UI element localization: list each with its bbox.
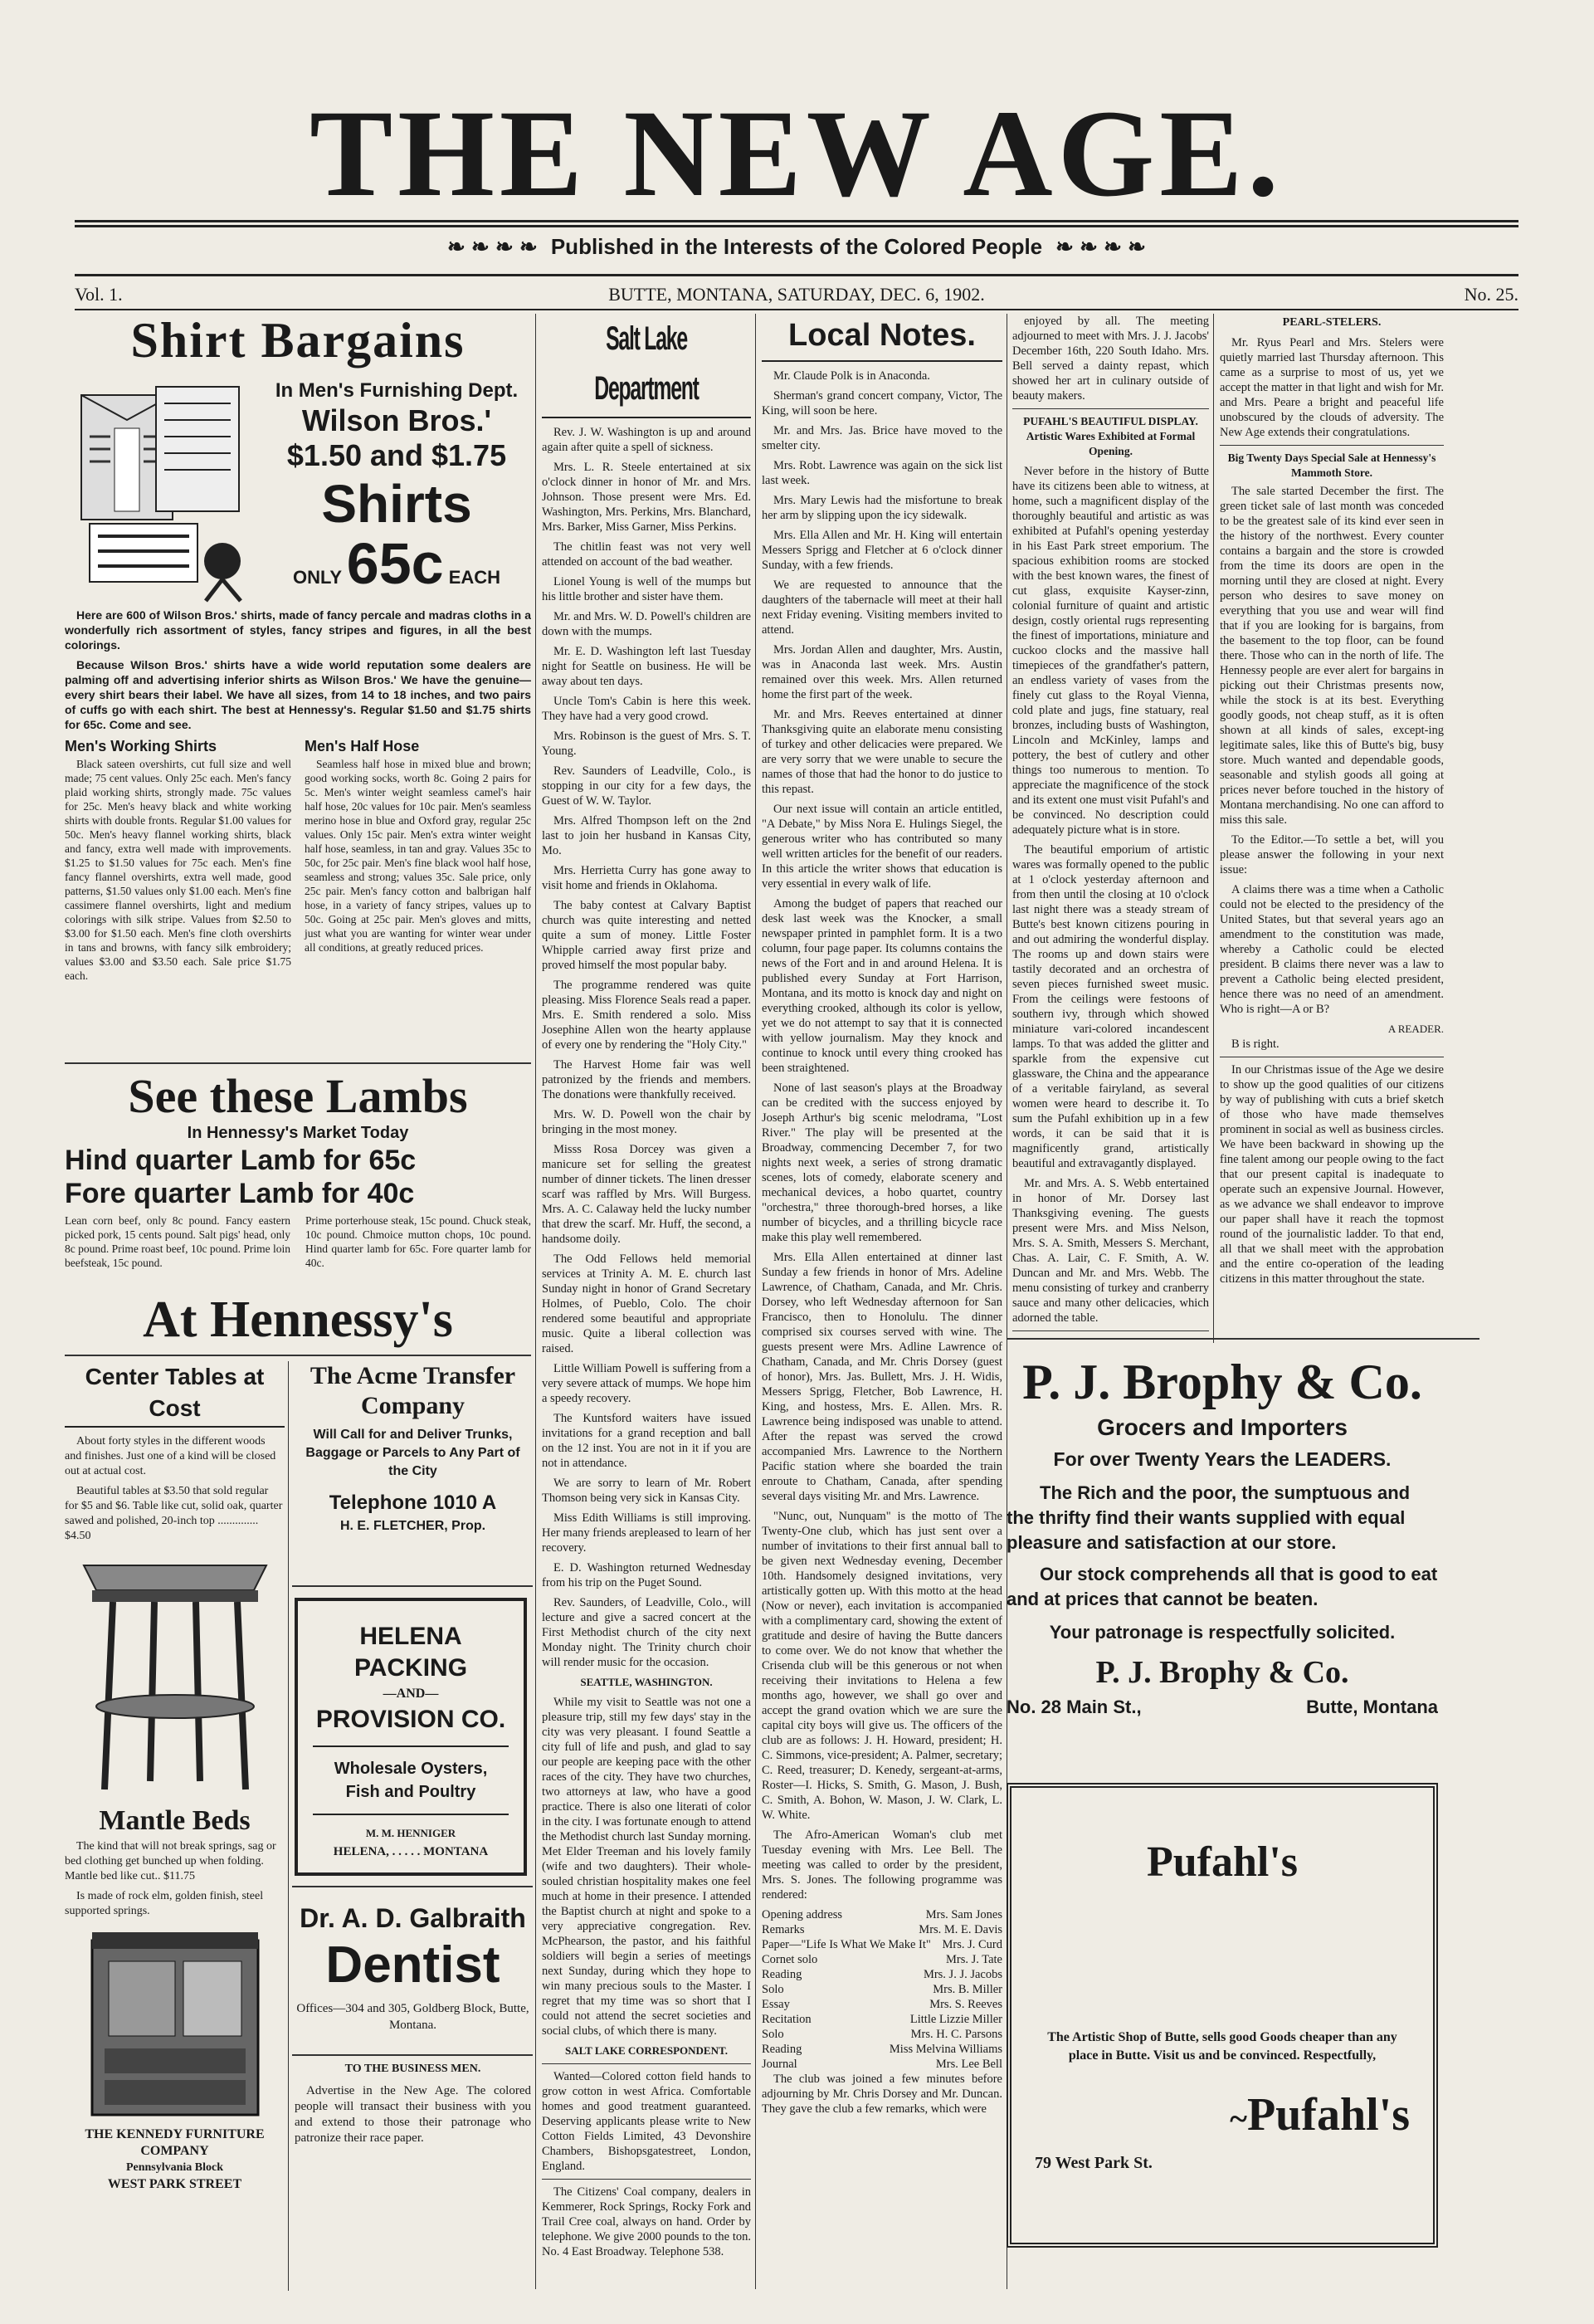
fore-quarter-line: Fore quarter Lamb for 40c bbox=[65, 1178, 415, 1209]
news-item: We are sorry to learn of Mr. Robert Thomson being very sick in Kansas City. bbox=[542, 1477, 751, 1505]
programme-item: Remarks bbox=[762, 1923, 805, 1936]
wanted-notice: Wanted—Colored cotton field hands to grow cotton in west Africa. Comfortable homes and good treatment guaranteed. Deserving applicants please write to New Cotton Fields Limited, 43 Devonshire Chambers, Bishopsgatestreet, London, England. bbox=[542, 2070, 751, 2173]
each-word: EACH bbox=[448, 567, 501, 588]
mantle-beds-heading: Mantle Beds bbox=[99, 1805, 251, 1836]
news-item: Mrs. Robinson is the guest of Mrs. S. T. Young. bbox=[542, 730, 751, 758]
news-item: Mr. and Mrs. Reeves entertained at dinner Thanksgiving quite an elaborate menu consisting of turkey and other delicacies were prepared. We are very sorry that we were unable to secure the names of those that had the honor to do justice to this repast. bbox=[762, 708, 1002, 796]
programme-row bbox=[762, 1907, 1002, 1922]
dentist-title: Dentist bbox=[325, 1936, 500, 1994]
news-item: Mr. and Mrs. Jas. Brice have moved to the smelter city. bbox=[762, 424, 1002, 452]
section-rule bbox=[1007, 1338, 1479, 1340]
editor-question: A claims there was a time when a Catholic could not be elected to the presidency of the United States, but that several years ago an amendment to the constitution was made, whereby a Catholic could be elected president. B claims there never was a law to prevent a Catholic being elected president, hence there was no need of an amendment. Who is right—A or B? bbox=[1220, 883, 1444, 1016]
editorial-column bbox=[1220, 314, 1444, 1335]
brophy-name-2: P. J. Brophy & Co. bbox=[1095, 1655, 1349, 1690]
section-rule bbox=[292, 1585, 533, 1587]
programme-item: Recitation bbox=[762, 2013, 812, 2026]
pufahls-address: 79 West Park St. bbox=[1035, 2154, 1153, 2172]
issue-number: No. 25. bbox=[1464, 284, 1518, 305]
programme-performer: Mrs. Sam Jones bbox=[925, 1908, 1002, 1921]
news-item: Among the budget of papers that reached our desk last week was the Knocker, a small newspaper printed in pamphlet form. It is a two column, four page paper. Its columns contains the news of the Fort and in and around Helena. It is published every Sunday at Fort Harrison, Montana, and its motto is knock day and night on everything crooked, although its color is yellow, yet we do not attempt to say that it is connected with yellow journalism. May they knock and continue to knock until every thing crooked has been straightened. bbox=[762, 897, 1002, 1075]
news-item: Our next issue will contain an article entitled, "A Debate," by Miss Nora E. Hulings Siegel, the generous writer who has contributed so many well written articles for the benefit of our readers. In this article the writer shows that education is very essential in every walk of life. bbox=[762, 803, 1002, 891]
business-body: Advertise in the New Age. The colored people will transact their business with you and extend to those their patronage who patronize their race paper. bbox=[295, 2084, 531, 2145]
section-rule bbox=[292, 1886, 533, 1887]
news-item: Mr. and Mrs. W. D. Powell's children are down with the mumps. bbox=[542, 610, 751, 638]
news-item: Mr. Claude Polk is in Anaconda. bbox=[773, 369, 930, 383]
masthead-subtitle bbox=[75, 234, 1518, 260]
news-item: We are requested to announce that the daughters of the tabernacle will meet at their hall next Friday evening. Visiting members invited to attend. bbox=[762, 579, 1002, 637]
flourish-icon: ~ bbox=[1230, 2100, 1247, 2137]
a-reader-signature: A READER. bbox=[1387, 1023, 1444, 1035]
news-item: Mrs. L. R. Steele entertained at six o'clock dinner in honor of Mr. and Mrs. Johnson. Those present were Mrs. Ed. Washington, Mrs. Perkins, Mrs. Blanchard, Mrs. Barker, Miss Garner, Miss Perkins. bbox=[542, 461, 751, 534]
programme-performer: Mrs. S. Reeves bbox=[929, 1998, 1002, 2011]
salt-lake-heading: Salt Lake Department bbox=[594, 320, 699, 407]
programme-row bbox=[762, 1997, 1002, 2012]
working-shirts-heading: Men's Working Shirts bbox=[65, 738, 217, 754]
news-item: "Nunc, out, Nunquam" is the motto of The Twenty-One club, which has just sent over a number of invitations to their first annual ball to be given next Wednesday evening, December 10th. Handsomely designed invitations, very artistically gotten up. With this motto at the head (Now or never), each invitation is accompanied with a complimentary card, showing the extent of gratitude and desire of having the Butte dancers to come over. We do not know that whether the Crisenda club will be this generous or not when receiving their invitations to Helena a few months ago, however, we shall go over and accept the grand ovation which we are sure the capital city boys will give us. The officers of the club are as follows: J. H. Howard, president; H. C. Simmons, vice-president; A. Palmer, secretary; C. Reed, treasurer; D. Kenedy, sergeant-at-arms, Roster—I. Hicks, S. Smith, G. Mason, J. Bush, C. Smith, A. Bohon, W. Mason, J. W. Clark, L. W. White. bbox=[762, 1510, 1002, 1822]
news-item: Misss Rosa Dorcey was given a manicure set for selling the greatest number of dinner tickets. The linen dresser scarf was raffled by Mrs. Will Burgess. Mrs. A. C. Calaway held the lucky number that drew the scarf. Mr. Huff, the second, a handsome doily. bbox=[542, 1143, 751, 1246]
programme-row bbox=[762, 1922, 1002, 1937]
news-item: The Odd Fellows held memorial services at Trinity A. M. E. church last Sunday night in honor of Grand Secretary Holmes, of Pueblo, Colo. The choir rendered some beautiful and appropriate music. Quite a liberal collection was raised. bbox=[542, 1252, 751, 1355]
big-sale-text: The sale started December the first. The green ticket sale of last month was conceded to be the greatest sale of its kind ever seen in the history of the northwest. Every counter contains a bargain and the store is crowded from the time its doors are open in the morning until they are closed at night. Every person who desires to save money on everything that you use and wear will find that if you are looking for is bargains, from the basement to the top floor, can be found there. Those who can in the north of life. The Hennessy people are ever alert for bargains in picking out their Christmas presents now, while the stock is at its best. Everything goodly goods, not cheap stuff, as it is often shown at all kinds of sales, except-ing legitimate sales, like this of Butte's big, busy store. Much wanted and dependable goods, seasonable and stylish goods all going at prices never before touched in the history of Montana merchandising. No one can afford to miss this sale. bbox=[1220, 485, 1444, 827]
news-item: Rev. Saunders, of Leadville, Colo., will lecture and give a sacred concert at the First Methodist church of the city next Monday night. The Trinity church choir will render music for the occasion. bbox=[542, 1596, 751, 1669]
date-location: BUTTE, MONTANA, SATURDAY, DEC. 6, 1902. bbox=[608, 284, 985, 305]
correspondent: SALT LAKE CORRESPONDENT. bbox=[565, 2044, 728, 2057]
pufahl-column bbox=[1012, 314, 1209, 1335]
ornament-icon: ❧ ❧ ❧ ❧ bbox=[1055, 234, 1146, 259]
salt-lake-items bbox=[542, 425, 751, 1670]
programme-item: Reading bbox=[762, 2043, 802, 2056]
masthead-rule-top-2 bbox=[75, 225, 1518, 227]
programme-row bbox=[762, 1952, 1002, 1967]
working-shirts-body: Black sateen overshirts, cut full size and well made; 75 cent values. Only 25c each. Men's fancy plaid working shirts, strongly made. 75c values for 25c. Men's heavy black and white working shirts with double fronts. Regular $1.00 values for 50c. Men's heavy flannel working shirts, black and fancy, extra well made with improvements. $1.25 to $1.50 values for 75c each. Men's fine fancy flannel overshirts, extra well made, good patterns, $1.50 values only $1.00 each. Men's fine cassimere flannel overshirts, light and medium colorings with silk stripe. Values from $2.50 to $3.00 for $1.50 each. Men's fine cloth overshirts in tans and browns, with fancy silk embroidery; values $3.00 and $3.50 each. Sale price $1.75 each. bbox=[65, 758, 291, 982]
news-item: The beautiful emporium of artistic wares was formally opened to the public at 1 o'clock yesterday afternoon and from then until the closing at 10 o'clock last night there was a steady stream of Butte's best known citizens pouring in and out admiring the wonderful display. The rooms up and down stairs were tastily decorated and an orchestra of seven pieces furnished sweet music. From the ceilings were festoons of southern ivy, through which showed miniature vari-colored incandescent lamps. To that was added the glitter and sparkle from the expensive cut glassware, the China and the appearance of a veritable fairyland, as several women were heard to describe it. To sum the Pufahl exhibition up in a few words, it can be said that it is magnificently grand, artistically beautiful and extravagantly displayed. bbox=[1012, 843, 1209, 1170]
seattle-text: While my visit to Seattle was not one a pleasure trip, still my few days' stay in the city was very pleasant. I found Seattle a city full of life and push, and glad to say our people are keeping pace with the other races of the city. They have two churches, two attorneys at law, who have a good practice. There is also one literati of color in the city. I was fortunate enough to attend the Methodist church last Sunday morning. Met Elder Treeman and his lovely family (wife and two daughters). Their whole-souled christian hospitality makes one feel much at home in their presence. I attended the Baptist church at night and spoke to a very appreciative congregation. Rev. McPhearson, the pastor, and his faithful soldiers will begin a series of meetings next Sunday, during which they hope to win many precious souls to the Master. I regret that my time was so short that I could not attend the secret societies and social clubs, of which there is many. bbox=[542, 1696, 751, 2038]
programme-performer: Miss Melvina Williams bbox=[889, 2043, 1002, 2056]
pufahls-ad bbox=[1007, 1783, 1438, 2248]
dentist-ad bbox=[295, 1901, 531, 2050]
local-notes-heading: Local Notes. bbox=[788, 318, 976, 353]
half-hose-heading: Men's Half Hose bbox=[305, 738, 420, 754]
programme-performer: Mrs. J. Curd bbox=[942, 1938, 1002, 1951]
kennedy-furniture-ad bbox=[65, 1361, 285, 2291]
programme-item: Opening address bbox=[762, 1908, 843, 1921]
wilson-bros-line: Wilson Bros.' bbox=[301, 403, 492, 437]
section-rule bbox=[65, 1355, 531, 1356]
programme-list bbox=[762, 1907, 1002, 2072]
programme-performer: Mrs. J. J. Jacobs bbox=[923, 1968, 1002, 1981]
pufahls-signature bbox=[1035, 2082, 1410, 2152]
brophy-sub: Grocers and Importers bbox=[1097, 1414, 1348, 1440]
news-item: Mrs. Ella Allen and Mr. H. King will entertain Messers Sprigg and Fletcher at 6 o'clock dinner Sunday, with a few friends. bbox=[762, 529, 1002, 572]
news-item: The Afro-American Woman's club met Tuesday evening with Mrs. Lee Bell. The meeting was called to order by the president, Mrs. S. Jones. The following programme was rendered: bbox=[762, 1828, 1002, 1902]
dateline-rule bbox=[75, 309, 1518, 310]
lambs-subheading: In Hennessy's Market Today bbox=[187, 1124, 409, 1142]
newspaper-title: THE NEW AGE. bbox=[310, 85, 1284, 222]
acme-services: Will Call for and Deliver Trunks, Baggage or Parcels to Any Part of the City bbox=[305, 1428, 520, 1478]
brophy-rich-poor: The Rich and the poor, the sumptuous and the thrifty find their wants supplied with equal pleasure and satisfaction at our store. bbox=[1007, 1482, 1411, 1553]
programme-performer: Mrs. B. Miller bbox=[933, 1983, 1002, 1996]
acme-proprietor: H. E. FLETCHER, Prop. bbox=[339, 1519, 486, 1533]
pufahls-signature-text: Pufahl's bbox=[1246, 2089, 1410, 2141]
pearl-stelers-heading: PEARL-STELERS. bbox=[1282, 316, 1382, 329]
programme-performer: Mrs. M. E. Davis bbox=[919, 1923, 1002, 1936]
pufahl-display-heading: PUFAHL'S BEAUTIFUL DISPLAY. bbox=[1023, 415, 1198, 427]
news-item: The Harvest Home fair was well patronized by the friends and members. The donations were thankfully received. bbox=[542, 1058, 751, 1101]
column-divider bbox=[755, 314, 756, 2289]
news-item: E. D. Washington returned Wednesday from his trip on the Puget Sound. bbox=[542, 1561, 751, 1589]
programme-row bbox=[762, 1982, 1002, 1997]
kennedy-company-name: THE KENNEDY FURNITURE COMPANY bbox=[85, 2127, 265, 2158]
shirts-line: Shirts bbox=[321, 474, 472, 534]
helena-fish: Fish and Poultry bbox=[345, 1783, 476, 1801]
programme-row bbox=[762, 2042, 1002, 2057]
shirt-dept-line: In Men's Furnishing Dept. bbox=[275, 379, 519, 402]
acme-transfer-ad bbox=[295, 1361, 531, 1573]
news-item: Mrs. Alfred Thompson left on the 2nd last to join her husband in Kansas City, Mo. bbox=[542, 814, 751, 857]
local-end-text: The club was joined a few minutes before adjourning by Mr. Chris Dorsey and Mr. Duncan. They gave the club a few remarks, which were bbox=[762, 2073, 1002, 2116]
news-item: Miss Edith Williams is still improving. Her many friends arepleased to learn of her recovery. bbox=[542, 1511, 751, 1555]
price-65c: 65c bbox=[346, 531, 444, 596]
table-price-text: Beautiful tables at $3.50 that sold regular for $5 and $6. Table like cut, solid oak, quarter sawed and polished, 20-inch top .............. $4.50 bbox=[65, 1485, 283, 1542]
masthead bbox=[75, 85, 1518, 222]
mantle-beds-material: Is made of rock elm, golden finish, steel supported springs. bbox=[65, 1890, 264, 1917]
column-divider bbox=[1213, 314, 1214, 1343]
brophy-patronage: Your patronage is respectfully solicited. bbox=[1049, 1622, 1396, 1643]
mantle-bed-illustration-icon bbox=[80, 1924, 271, 2123]
b-is-right: B is right. bbox=[1231, 1038, 1280, 1051]
programme-item: Reading bbox=[762, 1968, 802, 1981]
helena-manager: M. M. HENNIGER bbox=[365, 1827, 456, 1839]
programme-performer: Little Lizzie Miller bbox=[909, 2013, 1002, 2026]
programme-row bbox=[762, 2057, 1002, 2072]
programme-item: Solo bbox=[762, 1983, 784, 1996]
programme-item: Solo bbox=[762, 2028, 784, 2041]
programme-performer: Mrs. H. C. Parsons bbox=[910, 2028, 1002, 2041]
big-sale-heading: Big Twenty Days Special Sale at Hennessy's Mammoth Store. bbox=[1227, 452, 1436, 479]
news-item: The chitlin feast was not very well attended on account of the bad weather. bbox=[542, 540, 751, 569]
programme-performer: Mrs. Lee Bell bbox=[935, 2058, 1002, 2071]
only-word: ONLY bbox=[292, 567, 342, 588]
subtitle-text: Published in the Interests of the Colored People bbox=[550, 234, 1043, 259]
price-range-line: $1.50 and $1.75 bbox=[286, 438, 507, 472]
helena-oysters: Wholesale Oysters, bbox=[334, 1760, 488, 1778]
programme-row bbox=[762, 2012, 1002, 2027]
christmas-issue-text: In our Christmas issue of the Age we desire to show up the good qualities of our citizens by way of publishing with cuts a brief sketch of those who have made themselves prominent in social as well as business circles. We have been backward in showing up the fine talent among our people owing to the fact that our present capital is inadequate to operate such an expensive Journal. However, as we advance we shall endeavor to improve our paper shall have it reach the topmost round of the journalistic ladder. To that end, all that we shall meet with the approbation and the entire co-operation of the leading citizens in this matter throughout the state. bbox=[1220, 1063, 1444, 1286]
programme-item: Journal bbox=[762, 2058, 797, 2071]
masthead-rule-bottom bbox=[75, 274, 1518, 276]
editor-letter: To the Editor.—To settle a bet, will you please answer the following in your next issue: bbox=[1220, 833, 1444, 876]
programme-item: Cornet solo bbox=[762, 1953, 818, 1966]
news-item: Mr. E. D. Washington left last Tuesday night for Seattle on business. He will be away about ten days. bbox=[542, 645, 751, 688]
pufahls-body: The Artistic Shop of Butte, sells good Goods cheaper than any place in Butte. Visit us and be convinced. Respectfully, bbox=[1047, 2030, 1397, 2063]
ornament-icon: ❧ ❧ ❧ ❧ bbox=[447, 234, 538, 259]
news-item: The baby contest at Calvary Baptist church was quite interesting and netted quite a sum of money. Little Foster Whipple carried away first prize and proved himself the most popular baby. bbox=[542, 899, 751, 972]
helena-and: —AND— bbox=[383, 1687, 439, 1701]
acme-phone: Telephone 1010 A bbox=[329, 1492, 497, 1514]
acme-title: The Acme Transfer bbox=[310, 1362, 516, 1389]
section-rule bbox=[65, 1062, 531, 1064]
lamb-ad bbox=[65, 1071, 531, 1311]
local-items bbox=[762, 369, 1002, 1902]
business-head: TO THE BUSINESS MEN. bbox=[344, 2063, 481, 2075]
brophy-ad bbox=[1007, 1353, 1438, 1776]
news-item: The Kuntsford waiters have issued invitations for a grand reception and ball on the 12 inst. You are not in it if you are not in attendance. bbox=[542, 1412, 751, 1470]
pufahls-name: Pufahl's bbox=[1146, 1838, 1299, 1886]
center-tables-text: About forty styles in the different woods and finishes. Just one of a kind will be closed out at actual cost. bbox=[65, 1435, 276, 1477]
column-divider bbox=[535, 314, 536, 2289]
masthead-rule-top bbox=[75, 220, 1518, 222]
club-adjourned: enjoyed by all. The meeting adjourned to meet with Mrs. J. J. Jacobs' December 16th, 220 South Idaho. Mrs. Bell served a dainty repast, which showed her art in culinary outside of beauty makers. bbox=[1012, 315, 1209, 403]
news-item: Mrs. W. D. Powell won the chair by bringing in the most money. bbox=[542, 1108, 751, 1136]
pufahl-display-items bbox=[1012, 464, 1209, 1326]
shirt-illustration-icon bbox=[65, 370, 256, 603]
news-item: Lionel Young is well of the mumps but his little brother and sister have them. bbox=[542, 575, 751, 603]
news-item: Mr. and Mrs. A. S. Webb entertained in honor of Mr. Dorsey last Thanksgiving evening. The guests present were Mrs. and Miss Nelson, Mrs. S. A. Smith, Messers S. Merchant, Chas. A. Lair, C. F. Smith, A. W. Duncan and Mr. and Mrs. Webb. The menu consisting of turkey and cranberry sauce and many other delicacies, which adorned the table. bbox=[1012, 1177, 1209, 1325]
news-item: The programme rendered was quite pleasing. Miss Florence Seals read a paper. Mrs. E. Smith rendered a solo. Miss Josephine Allen won the hearty applause of every one by rendering the "Holy City." bbox=[542, 979, 751, 1052]
pearl-stelers-text: Mr. Ryus Pearl and Mrs. Stelers were quietly married last Thursday afternoon. This came as a surprise to most of us, yet we accept the matter in that light and wish for Mr. and Mrs. Peare a bright and peaceful life unobscured by the clouds of adversity. The New Age extends their congratulations. bbox=[1220, 336, 1444, 439]
news-item: Never before in the history of Butte have its citizens been able to witness, at home, such a magnificent display of the thoroughly beautiful and artistic as was exhibited at Pufahl's opening yesterday in his East Park street emporium. The spacious exhibition rooms are stocked with the best known wares, the finest of cut glass, exquisite Kayser-zinn, colonial furniture of quaint and artistic design, costly oriental rugs representing the finest of importations, miniature and cuckoo clocks and the massive hall timepieces of the grandfather's pattern, an endless variety of vases from the finely cut glass to the Royal Vienna, cold plate and jugs, fine statuary, real bronzes, including busts of Washington, Lincoln and McKinley, lamps and pottery, the best of cutlery and other things too numerous to mention. To appreciate the magnificence of the stock and its extent one must visit Pufahl's and be convinced. No description could adequately picture what is in store. bbox=[1012, 465, 1209, 837]
pufahl-display-sub: Artistic Wares Exhibited at Formal Opening. bbox=[1026, 430, 1196, 457]
news-item: Rev. Saunders of Leadville, Colo., is stopping in our city for a few days, the Guest of W. W. Taylor. bbox=[542, 764, 751, 808]
meat-prices-right: Prime porterhouse steak, 15c pound. Chuck steak, 10c pound. Chmoice mutton chops, 10c pound. Hind quarter lamb for 65c. Fore quarter lamb for 40c. bbox=[305, 1214, 531, 1269]
shirt-genuine-text: Because Wilson Bros.' shirts have a wide world reputation some dealers are palming off and advertising inferior shirts as Wilson Bros.' We have the genuine—every shirt bears their label. We have all sizes, from 14 to 18 inches, and two pairs of cuffs go with each shirt. The best at Hennessy's. Regular $1.50 and $1.75 shirts for 65c. Come and see. bbox=[65, 658, 531, 731]
programme-item: Essay bbox=[762, 1998, 790, 2011]
mantle-beds-text: The kind that will not break springs, sag or bed clothing get bunched up when folding. Mantle bed like cut.. $11.75 bbox=[65, 1840, 276, 1882]
programme-row bbox=[762, 1967, 1002, 1982]
programme-row bbox=[762, 1937, 1002, 1952]
salt-lake-column bbox=[542, 314, 751, 2289]
news-item: Sherman's grand concert company, Victor, The King, will soon be here. bbox=[762, 389, 1002, 417]
kennedy-street: WEST PARK STREET bbox=[107, 2177, 242, 2191]
local-notes-column bbox=[762, 314, 1002, 2289]
news-item: Mrs. Herrietta Curry has gone away to visit home and friends in Oklahoma. bbox=[542, 864, 751, 892]
helena-name: HELENA PACKING bbox=[353, 1623, 468, 1682]
section-rule bbox=[292, 2054, 533, 2056]
news-item: None of last season's plays at the Broadway can be credited with the success enjoyed by Joseph Arthur's big scenic melodrama, "Lost River." The play will be presented at the Broadway, commencing December 7, for two nights next week, a series of strong dramatic scenes, lots of comedy, elaborate scenery and mechanical devices, a hobo quartet, country "orchestra," three thorough-bred horses, a like number of bicycles, and a thrilling bicycle race make this play well remembered. bbox=[762, 1081, 1002, 1244]
kennedy-block: Pennsylvania Block bbox=[125, 2161, 224, 2174]
lambs-heading: See these Lambs bbox=[128, 1071, 468, 1123]
helena-packing-ad bbox=[295, 1598, 527, 1876]
dentist-name: Dr. A. D. Galbraith bbox=[300, 1903, 526, 1933]
meat-prices-left: Lean corn beef, only 8c pound. Fancy eastern picked pork, 15 cents pound. Salt pigs' head, only 8c pound. Prime roast beef, 10c pound. Prime loin beefsteak, 15c pound. bbox=[65, 1214, 290, 1269]
shirt-bargains-heading: Shirt Bargains bbox=[130, 314, 466, 368]
hind-quarter-line: Hind quarter Lamb for 65c bbox=[65, 1145, 417, 1176]
at-hennessys-heading: At Hennessy's bbox=[143, 1291, 453, 1348]
programme-row bbox=[762, 2027, 1002, 2042]
news-item: Mrs. Jordan Allen and daughter, Mrs. Austin, was in Anaconda last week. Mrs. Austin remained over this week. Mrs. Allen returned home the first part of the week. bbox=[762, 643, 1002, 701]
helena-city: HELENA, . . . . . MONTANA bbox=[333, 1845, 489, 1858]
brophy-stock: Our stock comprehends all that is good to eat and at prices that cannot be beaten. bbox=[1007, 1564, 1438, 1609]
programme-performer: Mrs. J. Tate bbox=[946, 1953, 1002, 1966]
shirt-description: Here are 600 of Wilson Bros.' shirts, made of fancy percale and madras cloths in a wonderfully rich assortment of styles, fancy stripes and figures, in all the best colorings. bbox=[65, 608, 531, 652]
volume-number: Vol. 1. bbox=[75, 284, 123, 305]
helena-provision: PROVISION CO. bbox=[315, 1706, 506, 1733]
news-item: Little William Powell is suffering from a very severe attack of mumps. We hope him a speedy recovery. bbox=[542, 1362, 751, 1405]
center-tables-heading: Center Tables at Cost bbox=[85, 1364, 265, 1421]
dentist-offices: Offices—304 and 305, Goldberg Block, Butte, Montana. bbox=[296, 2002, 529, 2032]
programme-item: Paper—"Life Is What We Make It" bbox=[762, 1938, 931, 1951]
news-item: Mrs. Ella Allen entertained at dinner last Sunday a few friends in honor of Mrs. Adeline Lawrence, of Chatham, Canada, and Mr. Chris. Dorsey, who left Wednesday afternoon for San Francisco, then to Honolulu. The dinner comprised six courses served with wine. The guests present were Mrs. Adline Lawrence of Chatham, Canada, and Mr. Chris Dorsey (guest of honor), Mrs. Jas. Bullett, Mrs. J. H. Widis, Messers Sprigg, Fletcher, Bob Lawrence, H. King, and hostess, Mrs. E. Allen. Mrs. R. Lawrence being indisposed was unable to attend. After the repast was served the crowd accompanied Mrs. Lawrence to the Northern Pacific station where she boarded the train enroute to Chatham, Canada, after spending several days visiting Mr. and Mrs. Lawrence. bbox=[762, 1251, 1002, 1503]
coal-notice: The Citizens' Coal company, dealers in Kemmerer, Rock Springs, Rocky Fork and Trail Cree coal, always on hand. Order by telephone. We give 2000 pounds to the ton. No. 4 East Broadway. Telephone 538. bbox=[542, 2185, 751, 2258]
news-item: Mrs. Robt. Lawrence was again on the sick list last week. bbox=[762, 459, 1002, 487]
brophy-name: P. J. Brophy & Co. bbox=[1022, 1355, 1422, 1409]
acme-company: Company bbox=[360, 1392, 466, 1419]
column-divider bbox=[288, 1361, 289, 2291]
table-illustration-icon bbox=[76, 1549, 275, 1798]
brophy-leaders: For over Twenty Years the LEADERS. bbox=[1053, 1448, 1392, 1470]
only-price-line bbox=[264, 531, 529, 607]
business-men-notice bbox=[295, 2062, 531, 2203]
news-item: Rev. J. W. Washington is up and around again after quite a spell of sickness. bbox=[542, 426, 751, 454]
half-hose-body: Seamless half hose in mixed blue and brown; good working socks, worth 8c. Going 2 pairs for 5c. Men's winter weight seamless camel's hair half hose, 20c values for 10c pair. Men's seamless merino hose in blue and Oxford gray, regular 25c values. Only 15c pair. Men's extra winter weight half hose, seamless, in tan and gray. Values 35c to 50c, for 25c pair. Men's fine black wool half hose, seamless and strong; values 35c. Sale price, only 25c pair. Men's fancy cotton and balbrigan half hose, in a variety of fancy stripes, values up to 50c. Going at 25c pair. Men's gloves and mitts, just what you are wanting for winter wear under all conditions, at greatly reduced prices. bbox=[305, 758, 531, 954]
seattle-heading: SEATTLE, WASHINGTON. bbox=[580, 1676, 713, 1688]
news-item: Uncle Tom's Cabin is here this week. They have had a very good crowd. bbox=[542, 695, 751, 723]
news-item: Mrs. Mary Lewis had the misfortune to break her arm by slipping upon the icy sidewalk. bbox=[762, 494, 1002, 522]
brophy-address: No. 28 Main St., bbox=[1007, 1697, 1142, 1717]
brophy-city: Butte, Montana bbox=[1306, 1697, 1438, 1717]
